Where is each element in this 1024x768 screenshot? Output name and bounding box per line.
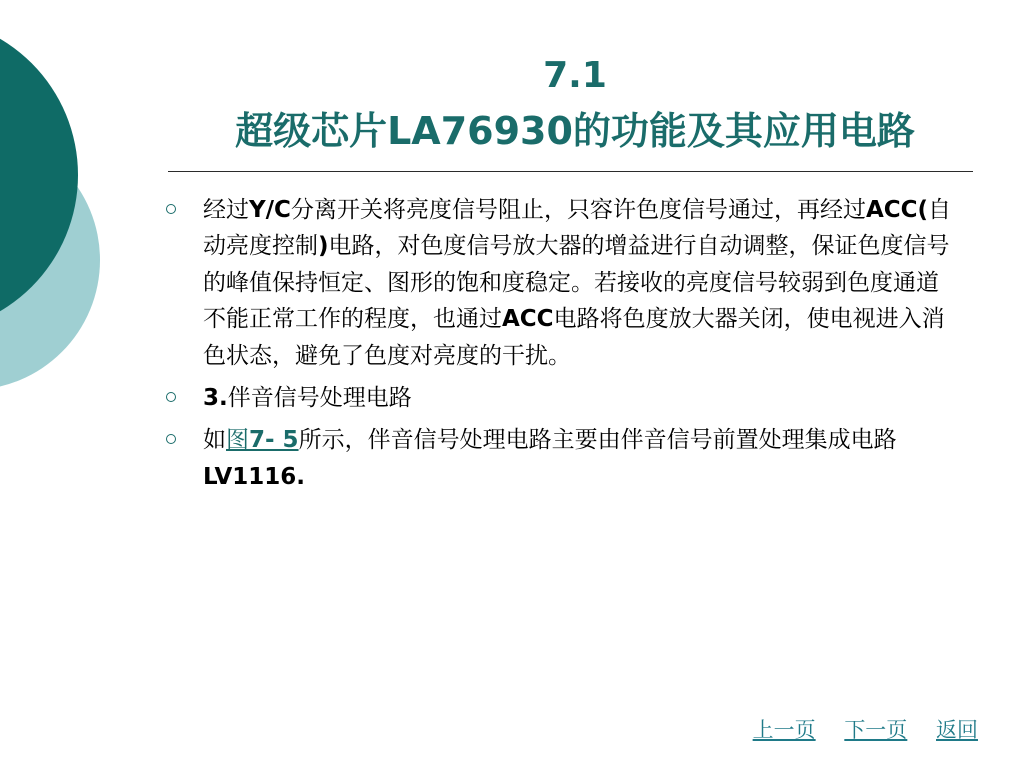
- bullet-item-audio-desc: [160, 422, 960, 495]
- slide-content: [160, 192, 960, 501]
- title-divider: [168, 171, 973, 172]
- slide-title-prefix: 超级芯片: [235, 109, 388, 153]
- decorative-circles: [0, 0, 110, 420]
- text-bold-yc: Y/C: [249, 197, 291, 223]
- circle-bullet-icon: [166, 204, 176, 214]
- text-run: 自动亮度控制: [203, 197, 952, 260]
- text-run: 电路将色度放大器关闭，使电视进入消色状态，避免了色度对亮度的干扰。: [203, 306, 945, 369]
- text-bold-acc: ACC(: [865, 197, 929, 223]
- text-bold-chip: LV1116.: [203, 463, 306, 490]
- text-bold-number: 3.: [203, 385, 228, 412]
- back-link[interactable]: 返回: [936, 718, 978, 742]
- text-run: 伴音信号处理电路: [227, 385, 412, 412]
- text-run: 电路，对色度信号放大器的增益进行自动调整，保证色度信号的峰值保持恒定、图形的饱和度稳定。若接收的亮度信号较弱到色度通道不能正常工作的程度，也通过: [203, 233, 950, 333]
- next-page-link[interactable]: 下一页: [844, 718, 908, 742]
- bullet-item-audio-heading: [160, 380, 960, 416]
- circle-bullet-icon: [166, 392, 176, 402]
- slide-title: [160, 106, 990, 156]
- slide-title-number: 7.1: [543, 55, 607, 96]
- slide-title-chip: LA76930: [387, 109, 573, 153]
- circle-bullet-icon: [166, 434, 176, 444]
- footer-navigation: [731, 714, 978, 744]
- figure-link[interactable]: [226, 427, 299, 453]
- bullet-item-acc: [160, 192, 960, 374]
- text-bold-acc: ACC: [502, 306, 554, 333]
- text-run: 所示，伴音信号处理电路主要由伴音信号前置处理集成电路: [298, 427, 897, 454]
- text-run: 分离开关将亮度信号阻止，只容许色度信号通过，再经过: [290, 197, 866, 223]
- text-run: 如: [203, 427, 226, 454]
- figure-link-text: 图: [226, 427, 249, 454]
- slide-title-suffix: 的功能及其应用电路: [572, 109, 915, 153]
- text-bold-paren: ): [318, 233, 329, 260]
- prev-page-link[interactable]: 上一页: [752, 718, 816, 742]
- figure-link-number: 7- 5: [249, 427, 299, 454]
- text-run: 经过: [203, 197, 249, 223]
